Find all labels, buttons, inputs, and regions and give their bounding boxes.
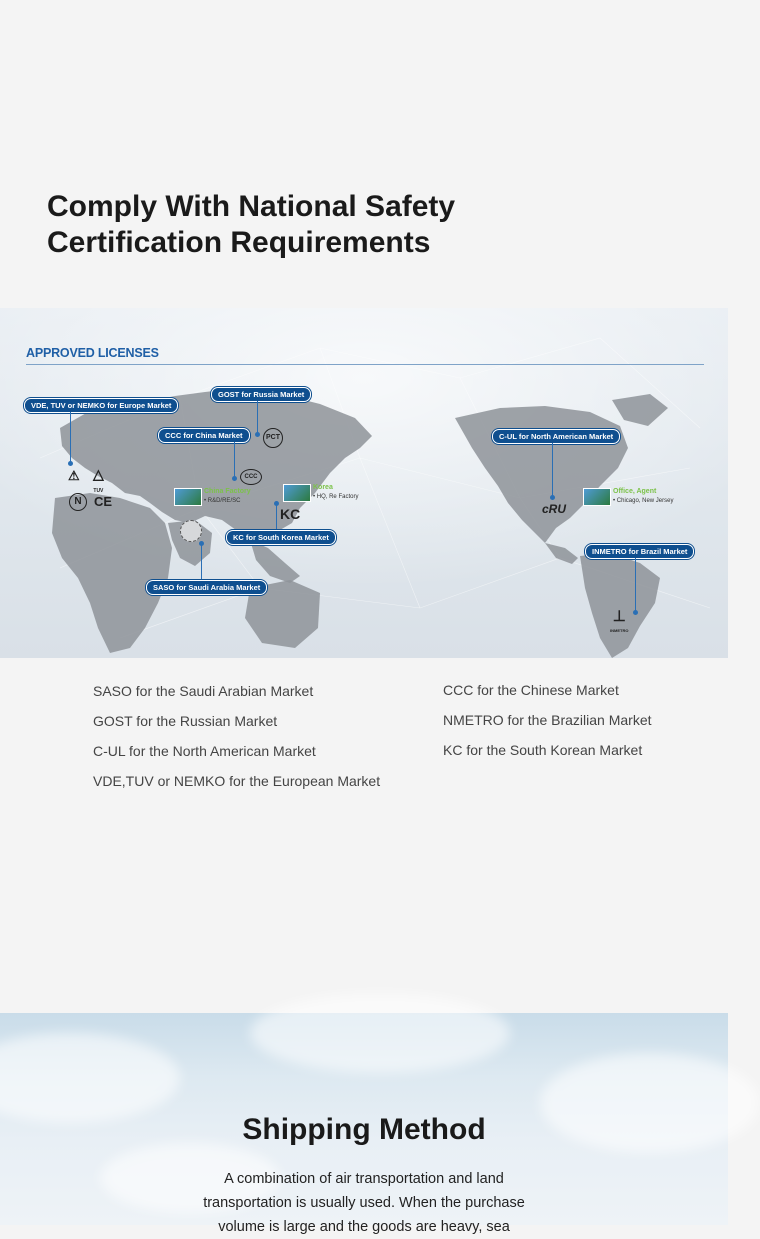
pin-dot-china <box>232 476 237 481</box>
heading-underline <box>26 364 704 365</box>
pin-line-europe <box>70 412 71 462</box>
china-factory-sub: • R&D/RE/SC <box>204 498 241 504</box>
pin-dot-north-america <box>550 495 555 500</box>
approved-licenses-map <box>0 308 728 658</box>
saso-mark-icon <box>180 520 202 542</box>
pin-line-north-america <box>552 443 553 497</box>
list-item: NMETRO for the Brazilian Market <box>443 712 652 728</box>
nemko-mark-icon: N <box>69 493 87 511</box>
pin-line-brazil <box>635 558 636 612</box>
vde-mark-icon: ⚠ <box>68 468 80 483</box>
office-agent-title: Office, Agent <box>613 488 657 495</box>
korea-hq-image <box>283 484 311 502</box>
section-title-line-2: Certification Requirements <box>47 226 431 259</box>
office-agent-sub: • Chicago, New Jersey <box>613 498 674 504</box>
office-agent-image <box>583 488 611 506</box>
shipping-title: Shipping Method <box>242 1113 486 1146</box>
pin-line-saudi <box>201 544 202 580</box>
list-item: CCC for the Chinese Market <box>443 682 619 698</box>
approved-licenses-heading: APPROVED LICENSES <box>26 346 159 360</box>
tag-north-america: C-UL for North American Market <box>492 429 620 444</box>
pin-line-korea <box>276 504 277 530</box>
list-item: VDE,TUV or NEMKO for the European Market <box>93 773 381 789</box>
cul-mark-icon: cRU <box>542 502 567 516</box>
kc-mark-icon: KC <box>280 506 301 522</box>
pin-dot-russia <box>255 432 260 437</box>
certification-list-right <box>443 680 652 770</box>
tag-brazil: INMETRO for Brazil Market <box>585 544 694 559</box>
tag-europe: VDE, TUV or NEMKO for Europe Market <box>24 398 178 413</box>
pct-mark-icon: PCT <box>263 428 283 448</box>
tag-saudi: SASO for Saudi Arabia Market <box>146 580 267 595</box>
list-item: SASO for the Saudi Arabian Market <box>93 683 314 699</box>
list-item: GOST for the Russian Market <box>93 713 278 729</box>
tag-russia: GOST for Russia Market <box>211 387 311 402</box>
cloud-decoration <box>250 993 510 1073</box>
korea-sub: • HQ, Re Factory <box>313 494 359 500</box>
pin-line-russia <box>257 401 258 433</box>
section-title-line-1: Comply With National Safety <box>47 190 456 223</box>
cloud-decoration <box>0 1033 180 1123</box>
pin-dot-europe <box>68 461 73 466</box>
pin-dot-brazil <box>633 610 638 615</box>
tag-korea: KC for South Korea Market <box>226 530 336 545</box>
list-item: KC for the South Korean Market <box>443 742 643 758</box>
shipping-section <box>0 1013 728 1235</box>
ccc-mark-icon: CCC <box>240 469 262 485</box>
korea-title: Korea <box>313 484 333 491</box>
tag-china: CCC for China Market <box>158 428 250 443</box>
list-item: C-UL for the North American Market <box>93 743 316 759</box>
china-factory-image <box>174 488 202 506</box>
inmetro-mark-icon: ⊥ INMETRO <box>610 608 629 633</box>
certification-section-header <box>47 189 687 261</box>
certification-list-left <box>93 681 380 801</box>
china-factory-title: China Factory <box>204 488 251 495</box>
section-title <box>47 189 687 261</box>
shipping-description: A combination of air transportation and land transportation is usually used. When the purchase volume is large and the goods are heavy, sea <box>203 1171 525 1235</box>
tuv-mark-icon: △ TUV <box>93 466 104 494</box>
pin-line-china <box>234 442 235 478</box>
ce-mark-icon: CE <box>94 494 113 509</box>
world-map-graphic <box>0 308 728 658</box>
